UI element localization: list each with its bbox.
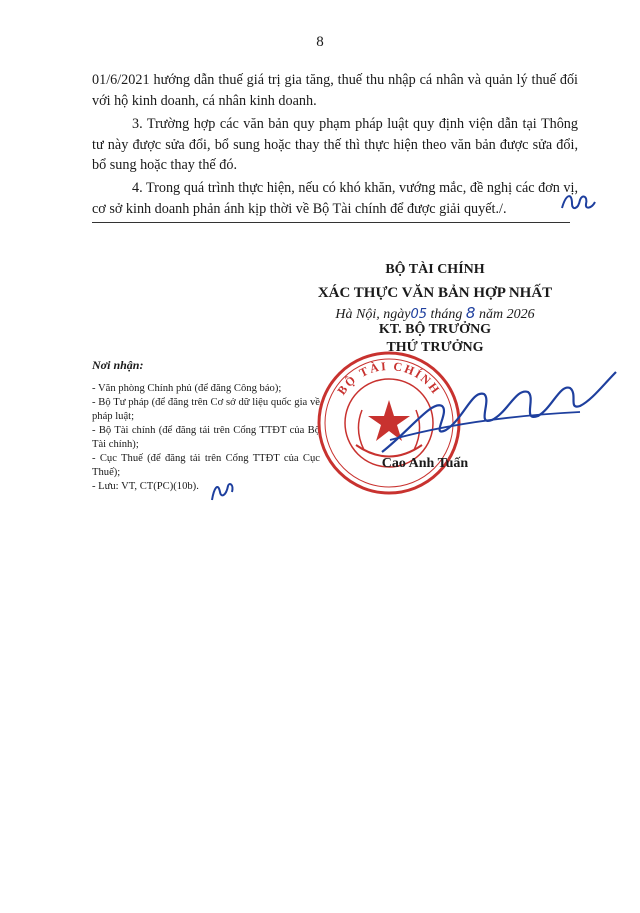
date-month-label: tháng xyxy=(430,307,463,322)
date-line xyxy=(300,304,570,323)
position-line-1: KT. BỘ TRƯỞNG xyxy=(378,322,492,337)
authentication-title: XÁC THỰC VĂN BẢN HỢP NHẤT xyxy=(317,285,553,301)
signature-icon xyxy=(380,360,620,470)
date-prefix: Hà Nội, ngày xyxy=(335,307,411,322)
date-month: 8 xyxy=(465,304,476,322)
paragraph-3: 3. Trường hợp các văn bản quy phạm pháp luật quy định viện dẫn tại Thông tư này được sửa đổi, bổ sung hoặc thay thế thì thực hiện theo văn bản được sửa đổi, bổ sung hoặc thay thế đó. xyxy=(92,116,578,173)
handwritten-initials-icon xyxy=(208,478,238,506)
paragraph-continuation: 01/6/2021 hướng dẫn thuế giá trị gia tăng, thuế thu nhập cá nhân và quản lý thuế đối với hộ kinh doanh, cá nhân kinh doanh. xyxy=(92,72,578,109)
seal-top-text: BỘ TÀI CHÍNH xyxy=(334,358,444,398)
recipient-item: - Lưu: VT, CT(PC)(10b). xyxy=(92,481,199,492)
recipient-item: - Bộ Tư pháp (để đăng trên Cơ sở dữ liệu quốc gia về pháp luật; xyxy=(92,397,320,422)
position-line-2: THỨ TRƯỞNG xyxy=(386,340,484,355)
recipients-heading: Nơi nhận: xyxy=(92,358,144,372)
recipient-item: - Cục Thuế (để đăng tải trên Cổng TTĐT của Cục Thuế); xyxy=(92,453,320,478)
recipient-item: - Bộ Tài chính (để đăng tải trên Cổng TTĐT của Bộ Tài chính); xyxy=(92,425,320,450)
page-number: 8 xyxy=(316,34,324,50)
divider-line xyxy=(92,222,570,223)
handwritten-initials-icon xyxy=(558,188,598,216)
date-day: 05 xyxy=(410,307,428,322)
recipient-item: - Văn phòng Chính phủ (để đăng Công báo); xyxy=(92,383,282,394)
recipients-list xyxy=(92,358,320,494)
paragraph-4: 4. Trong quá trình thực hiện, nếu có khó khăn, vướng mắc, đề nghị các đơn vị, cơ sở kinh doanh phản ánh kịp thời về Bộ Tài chính để được giải quyết./. xyxy=(92,180,578,217)
signer-name: Cao Anh Tuấn xyxy=(381,456,469,471)
date-year: năm 2026 xyxy=(478,307,535,322)
ministry-name: BỘ TÀI CHÍNH xyxy=(385,262,485,277)
